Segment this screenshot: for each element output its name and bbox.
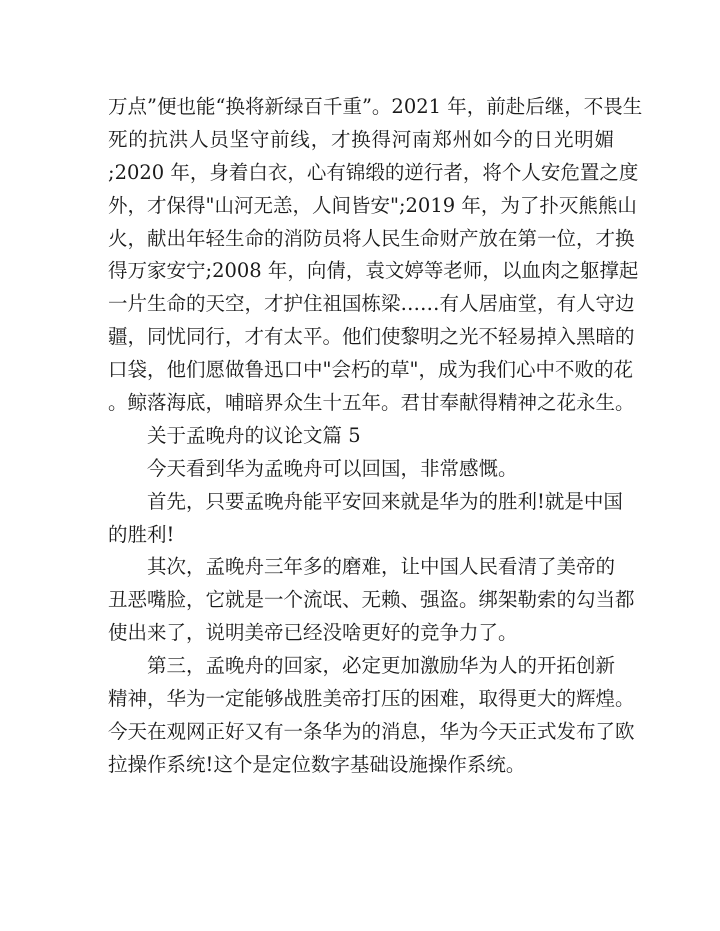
text-line: 丑恶嘴脸，它就是一个流氓、无赖、强盗。绑架勒索的勾当都 <box>108 588 635 612</box>
document-body <box>108 91 643 782</box>
text-line: 外，才保得"山河无恙，人间皆安";2019 年，为了扑灭熊熊山 <box>108 193 637 217</box>
text-line: 使出来了，说明美帝已经没啥更好的竞争力了。 <box>108 621 518 645</box>
text-line: 一片生命的天空，才护住祖国栋梁……有人居庙堂，有人守边 <box>108 292 635 316</box>
text-line: 首先，只要孟晚舟能平安回来就是华为的胜利!就是中国 <box>147 489 623 513</box>
text-line: 今天在观网正好又有一条华为的消息，华为今天正式发布了欧 <box>108 719 635 743</box>
text-line: 得万家安宁;2008 年，向倩，袁文婷等老师，以血肉之躯撑起 <box>108 259 639 283</box>
text-line: 。鲸落海底，哺暗界众生十五年。君甘奉献得精神之花永生。 <box>108 391 635 415</box>
text-line: 拉操作系统!这个是定位数字基础设施操作系统。 <box>108 752 526 776</box>
text-line: 的胜利! <box>108 522 175 546</box>
text-line: 精神，华为一定能够战胜美帝打压的困难，取得更大的辉煌。 <box>108 687 635 711</box>
text-line: 其次，孟晚舟三年多的磨难，让中国人民看清了美帝的 <box>147 555 616 579</box>
text-line: 第三，孟晚舟的回家，必定更加激励华为人的开拓创新 <box>147 654 616 678</box>
text-line: 今天看到华为孟晚舟可以回国，非常感慨。 <box>147 456 518 480</box>
text-line: 疆，同忧同行，才有太平。他们使黎明之光不轻易掉入黑暗的 <box>108 325 635 349</box>
text-line: ;2020 年，身着白衣，心有锦缎的逆行者，将个人安危置之度 <box>108 160 639 184</box>
text-line: 火，献出年轻生命的消防员将人民生命财产放在第一位，才换 <box>108 226 635 250</box>
text-line: 口袋，他们愿做鲁迅口中"会朽的草"，成为我们心中不败的花 <box>108 358 633 382</box>
article-heading: 关于孟晚舟的议论文篇 5 <box>147 423 361 447</box>
text-line: 万点”便也能“换将新绿百千重”。2021 年，前赴后继，不畏生 <box>108 95 643 118</box>
text-line: 死的抗洪人员坚守前线，才换得河南郑州如今的日光明媚 <box>108 127 614 151</box>
